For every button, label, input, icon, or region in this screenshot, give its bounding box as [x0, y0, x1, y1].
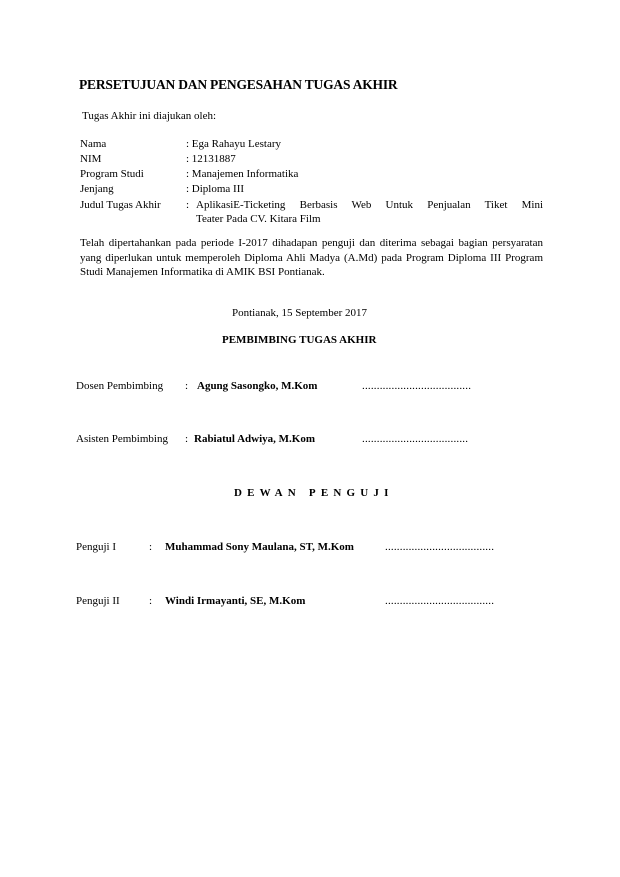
- field-value-judul-line2: Teater Pada CV. Kitara Film: [196, 213, 321, 225]
- penguji2-label: Penguji II: [76, 595, 120, 607]
- penguji1-colon: :: [149, 541, 153, 553]
- asisten-signature-dots: ....................................: [362, 433, 469, 445]
- asisten-name: Rabiatul Adwiya, M.Kom: [194, 433, 316, 445]
- penguji1-signature-dots: .....................................: [385, 541, 495, 553]
- field-label-judul: Judul Tugas Akhir: [80, 199, 161, 211]
- field-value-judul-line1: AplikasiE-Ticketing Berbasis Web Untuk Penjualan Tiket Mini: [196, 199, 543, 211]
- statement-paragraph: Telah dipertahankan pada periode I-2017 dihadapan penguji dan diterima sebagai bagian persyaratan yang diperlukan untuk memperoleh Diploma Ahli Madya (A.Md) pada Program Diploma III Program Studi Manajemen Informatika di AMIK BSI Pontianak.: [80, 237, 543, 278]
- field-label-program-studi: Program Studi: [80, 168, 144, 180]
- asisten-label: Asisten Pembimbing: [76, 433, 168, 445]
- field-value-nim: : 12131887: [186, 153, 236, 165]
- dosen-signature-dots: .....................................: [362, 380, 472, 392]
- penguji2-name: Windi Irmayanti, SE, M.Kom: [165, 595, 306, 607]
- field-label-nim: NIM: [80, 153, 102, 165]
- field-label-nama: Nama: [80, 138, 107, 150]
- page-title: PERSETUJUAN DAN PENGESAHAN TUGAS AKHIR: [79, 77, 398, 92]
- dosen-colon: :: [185, 380, 189, 392]
- penguji2-signature-dots: .....................................: [385, 595, 495, 607]
- asisten-colon: :: [185, 433, 189, 445]
- pembimbing-heading: PEMBIMBING TUGAS AKHIR: [222, 334, 377, 346]
- penguji2-colon: :: [149, 595, 153, 607]
- field-colon-judul: :: [186, 199, 190, 211]
- intro-text: Tugas Akhir ini diajukan oleh:: [82, 110, 217, 122]
- dosen-label: Dosen Pembimbing: [76, 380, 164, 392]
- field-value-nama: : Ega Rahayu Lestary: [186, 138, 281, 150]
- dewan-penguji-heading: DEWAN PENGUJI: [234, 487, 394, 499]
- penguji1-label: Penguji I: [76, 541, 117, 553]
- dosen-name: Agung Sasongko, M.Kom: [197, 380, 318, 392]
- field-label-jenjang: Jenjang: [80, 183, 114, 195]
- penguji1-name: Muhammad Sony Maulana, ST, M.Kom: [165, 541, 354, 553]
- field-value-jenjang: : Diploma III: [186, 183, 245, 195]
- place-date: Pontianak, 15 September 2017: [232, 307, 368, 319]
- field-value-program-studi: : Manajemen Informatika: [186, 168, 299, 180]
